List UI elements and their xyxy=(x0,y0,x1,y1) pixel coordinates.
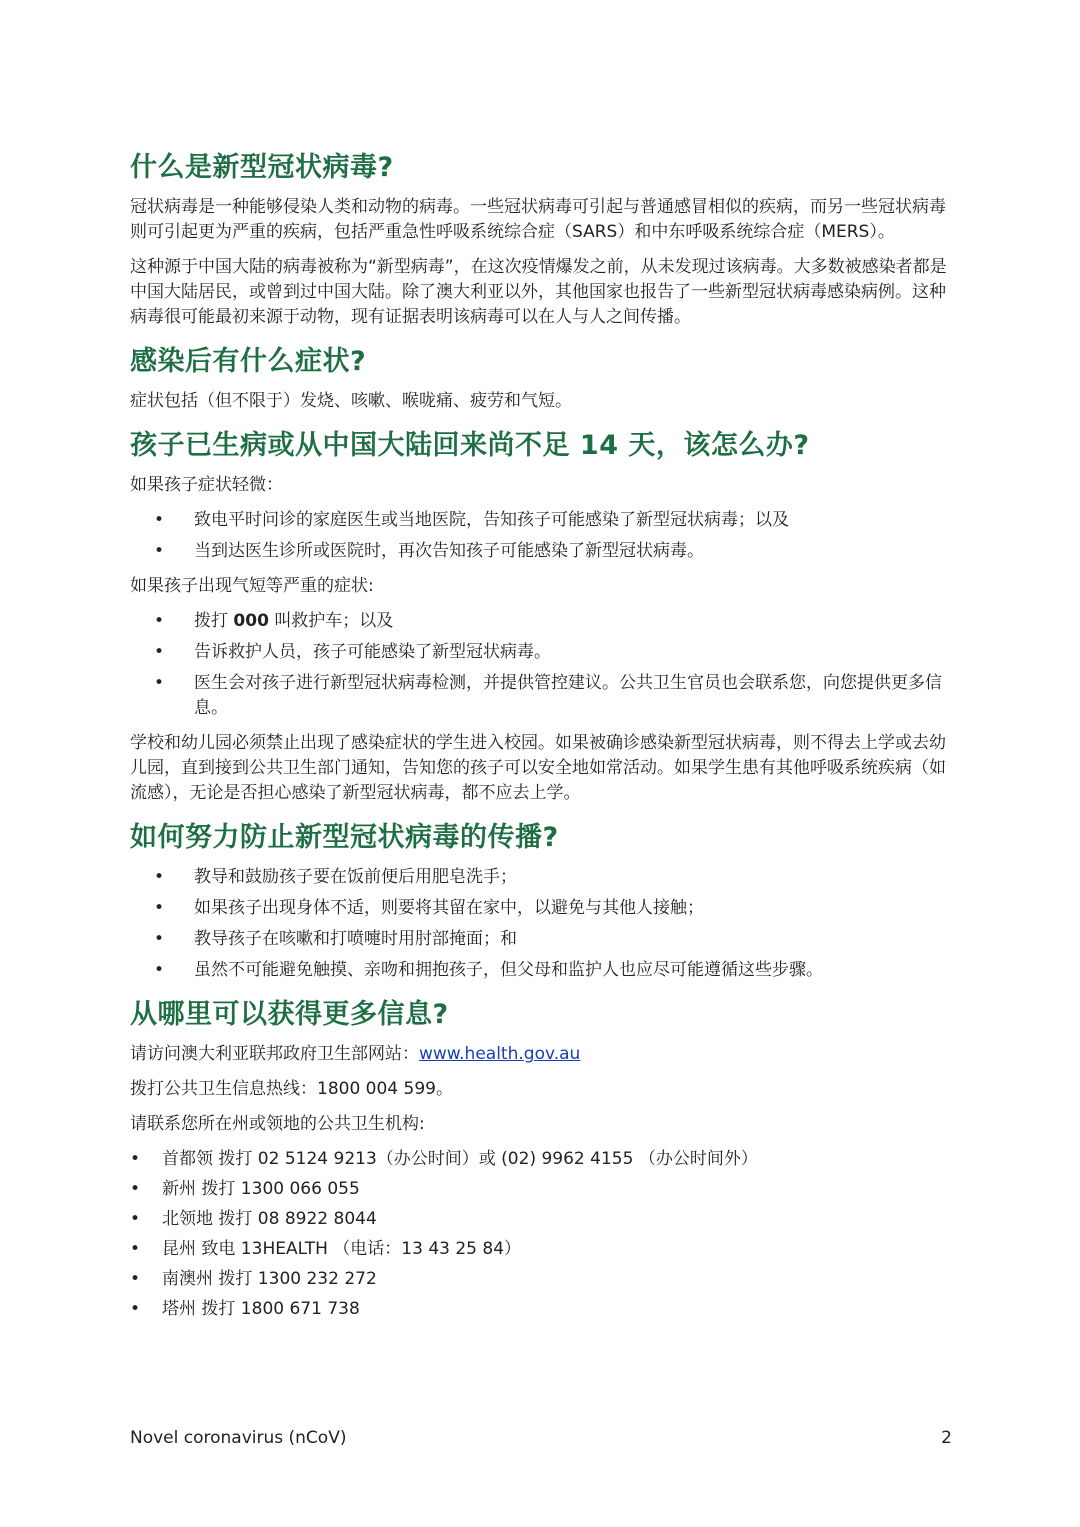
heading-sick-child: 孩子已生病或从中国大陆回来尚不足 14 天，该怎么办? xyxy=(130,430,810,462)
section-symptoms xyxy=(130,344,952,414)
section-sick-child xyxy=(130,428,952,806)
page-footer xyxy=(130,1428,952,1448)
list-item: • 告诉救护人员，孩子可能感染了新型冠状病毒。 xyxy=(130,640,952,665)
prevention-list xyxy=(130,865,952,983)
list-item: • 致电平时问诊的家庭医生或当地医院，告知孩子可能感染了新型冠状病毒；以及 xyxy=(130,508,952,533)
paragraph-contact-intro: 请联系您所在州或领地的公共卫生机构: xyxy=(130,1114,425,1135)
list-item: • 塔州 拨打 1800 671 738 xyxy=(130,1297,952,1322)
heading-prevention: 如何努力防止新型冠状病毒的传播? xyxy=(130,822,559,854)
severe-list xyxy=(130,609,952,721)
list-item: • 医生会对孩子进行新型冠状病毒检测，并提供管控建议。公共卫生官员也会联系您，向您提供更多信息。 xyxy=(130,671,952,721)
list-item: • 昆州 致电 13HEALTH （电话：13 43 25 84） xyxy=(130,1237,952,1262)
section-more-info xyxy=(130,997,952,1322)
section-what-is xyxy=(130,150,952,330)
list-item: • 教导和鼓励孩子要在饭前便后用肥皂洗手； xyxy=(130,865,952,890)
paragraph-hotline: 拨打公共卫生信息热线：1800 004 599。 xyxy=(130,1079,453,1100)
list-item: • 首都领 拨打 02 5124 9213（办公时间）或 (02) 9962 4155 （办公时间外） xyxy=(130,1147,952,1172)
list-item: • 南澳州 拨打 1300 232 272 xyxy=(130,1267,952,1292)
contact-list xyxy=(130,1147,952,1322)
paragraph-coronavirus-definition: 冠状病毒是一种能够侵染人类和动物的病毒。一些冠状病毒可引起与普通感冒相似的疾病，而另一些冠状病毒则可引起更为严重的疾病，包括严重急性呼吸系统综合症（SARS）和中东呼吸系统综合症（MERS）。 xyxy=(130,197,946,243)
heading-what-is: 什么是新型冠状病毒? xyxy=(130,152,394,183)
paragraph-novel-origin: 这种源于中国大陆的病毒被称为“新型病毒”，在这次疫情爆发之前，从未发现过该病毒。大多数被感染者都是中国大陆居民，或曾到过中国大陆。除了澳大利亚以外，其他国家也报告了一些新型冠状病毒感染病例。这种病毒很可能最初来源于动物，现有证据表明该病毒可以在人与人之间传播。 xyxy=(130,257,947,328)
mild-list xyxy=(130,508,952,564)
document-body xyxy=(130,150,952,1336)
paragraph-school: 学校和幼儿园必须禁止出现了感染症状的学生进入校园。如果被确诊感染新型冠状病毒，则不得去上学或去幼儿园，直到接到公共卫生部门通知，告知您的孩子可以安全地如常活动。如果学生患有其他呼吸系统疾病（如流感），无论是否担心感染了新型冠状病毒，都不应去上学。 xyxy=(130,733,946,804)
list-item: • 北领地 拨打 08 8922 8044 xyxy=(130,1207,952,1232)
paragraph-symptoms: 症状包括（但不限于）发烧、咳嗽、喉咙痛、疲劳和气短。 xyxy=(130,391,572,412)
health-website-link[interactable]: www.health.gov.au xyxy=(419,1044,581,1065)
page-number: 2 xyxy=(941,1428,952,1448)
footer-doc-title: Novel coronavirus (nCoV) xyxy=(130,1428,347,1448)
list-item: • 新州 拨打 1300 066 055 xyxy=(130,1177,952,1202)
section-prevention xyxy=(130,820,952,983)
list-item: • 拨打 000 叫救护车；以及 xyxy=(130,609,952,634)
list-item: • 虽然不可能避免触摸、亲吻和拥抱孩子，但父母和监护人也应尽可能遵循这些步骤。 xyxy=(130,958,952,983)
heading-symptoms: 感染后有什么症状? xyxy=(130,346,367,378)
list-item: • 如果孩子出现身体不适，则要将其留在家中，以避免与其他人接触； xyxy=(130,896,952,921)
heading-more-info: 从哪里可以获得更多信息? xyxy=(130,999,449,1031)
paragraph-website: 请访问澳大利亚联邦政府卫生部网站：www.health.gov.au xyxy=(130,1044,581,1065)
mild-intro: 如果孩子症状轻微： xyxy=(130,475,283,496)
severe-intro: 如果孩子出现气短等严重的症状: xyxy=(130,576,374,597)
list-item: • 当到达医生诊所或医院时，再次告知孩子可能感染了新型冠状病毒。 xyxy=(130,539,952,564)
list-item: • 教导孩子在咳嗽和打喷嚏时用肘部掩面；和 xyxy=(130,927,952,952)
